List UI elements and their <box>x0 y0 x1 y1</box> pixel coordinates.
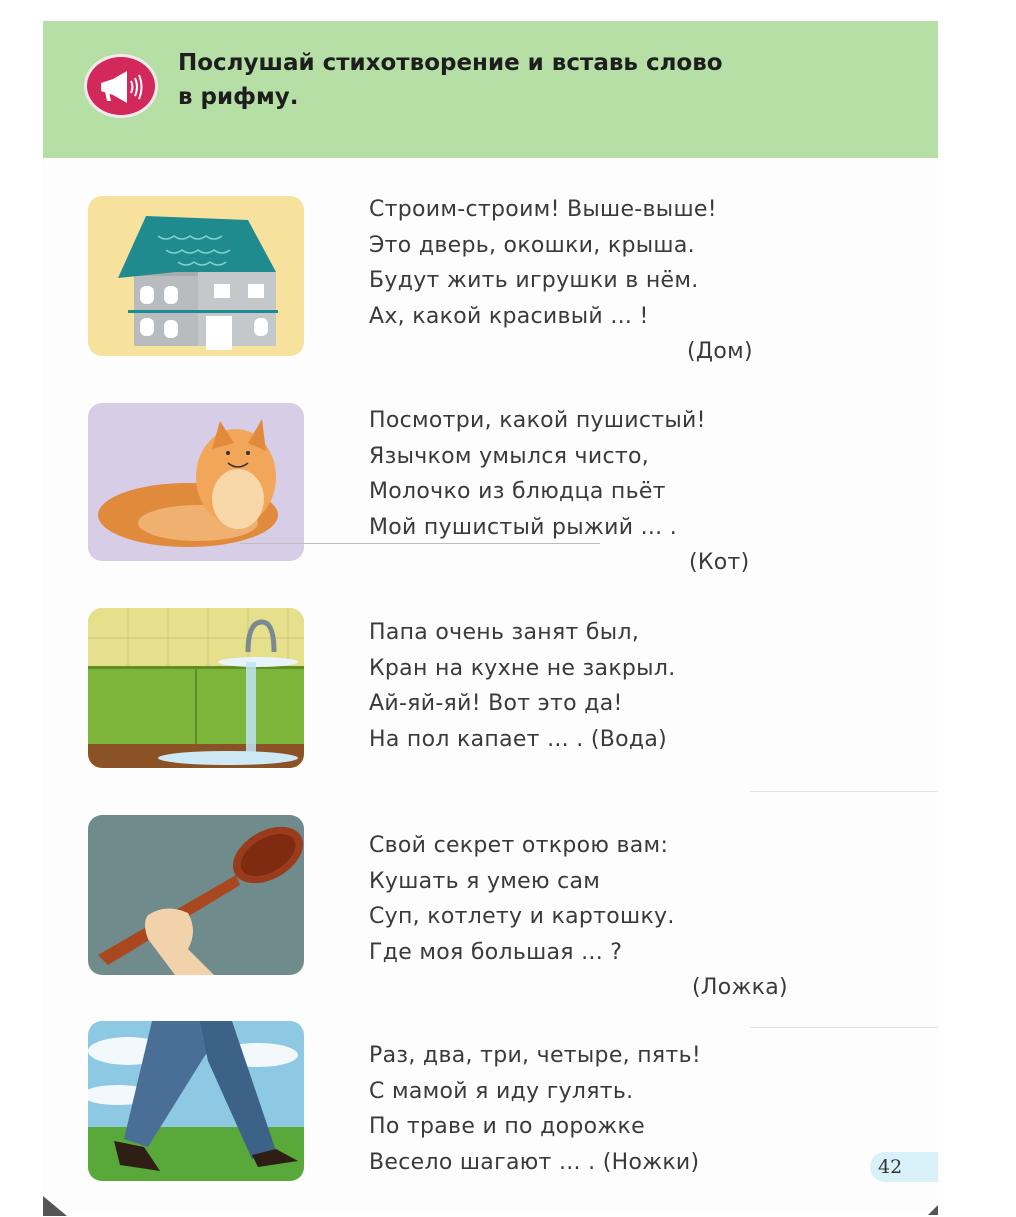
poem-answer: (Кот) <box>689 550 750 575</box>
poem-line: Весело шагают ... . (Ножки) <box>369 1149 700 1175</box>
poem-line: Будут жить игрушки в нём. <box>369 268 699 293</box>
poem-5 <box>369 1038 701 1180</box>
poem-line: Раз, два, три, четыре, пять! <box>369 1043 701 1068</box>
task-instruction <box>178 46 878 114</box>
megaphone-icon <box>84 54 158 118</box>
poem-line: Суп, котлету и картошку. <box>369 904 675 929</box>
task-instruction-line-2: в рифму. <box>178 84 299 110</box>
poem-line: Свой секрет открою вам: <box>369 833 669 858</box>
poem-line: По траве и по дорожке <box>369 1114 645 1139</box>
page-corner-shadow <box>928 1205 938 1215</box>
poem-line: Где моя большая ... ? <box>369 939 623 965</box>
poem-line: Язычком умылся чисто, <box>369 443 650 469</box>
kitchen-tap-picture <box>88 608 304 768</box>
poem-line: Строим-строим! Выше-выше! <box>369 197 717 222</box>
house-picture <box>88 196 304 356</box>
poem-line: Кушать я умею сам <box>369 868 601 894</box>
walking-legs-picture <box>88 1021 304 1181</box>
poem-line: Кран на кухне не закрыл. <box>369 655 676 681</box>
poem-line: Ах, какой красивый ... ! <box>369 303 649 329</box>
poem-line: Посмотри, какой пушистый! <box>369 408 706 433</box>
scan-line <box>240 543 600 544</box>
poem-2 <box>369 403 750 581</box>
poem-line: Папа очень занят был, <box>369 620 640 645</box>
poem-line: Ай-яй-яй! Вот это да! <box>369 691 623 716</box>
poem-line: Молочко из блюдца пьёт <box>369 479 666 504</box>
spoon-picture <box>88 815 304 975</box>
poem-line: С мамой я иду гулять. <box>369 1078 634 1104</box>
task-instruction-line-1: Послушай стихотворение и вставь слово <box>178 50 723 76</box>
poem-4 <box>369 828 788 1006</box>
page-number: 42 <box>870 1152 938 1182</box>
poem-1 <box>369 192 753 370</box>
poem-answer: (Дом) <box>687 339 753 364</box>
poem-3 <box>369 615 676 757</box>
poem-line: Это дверь, окошки, крыша. <box>369 232 695 258</box>
cat-picture <box>88 403 304 561</box>
page-corner-shadow <box>43 1196 67 1216</box>
poem-line: Мой пушистый рыжий ... . <box>369 514 678 540</box>
poem-answer: (Ложка) <box>692 975 788 1000</box>
scan-line <box>750 1027 938 1028</box>
poem-line: На пол капает ... . (Вода) <box>369 726 668 752</box>
scan-line <box>750 791 938 792</box>
